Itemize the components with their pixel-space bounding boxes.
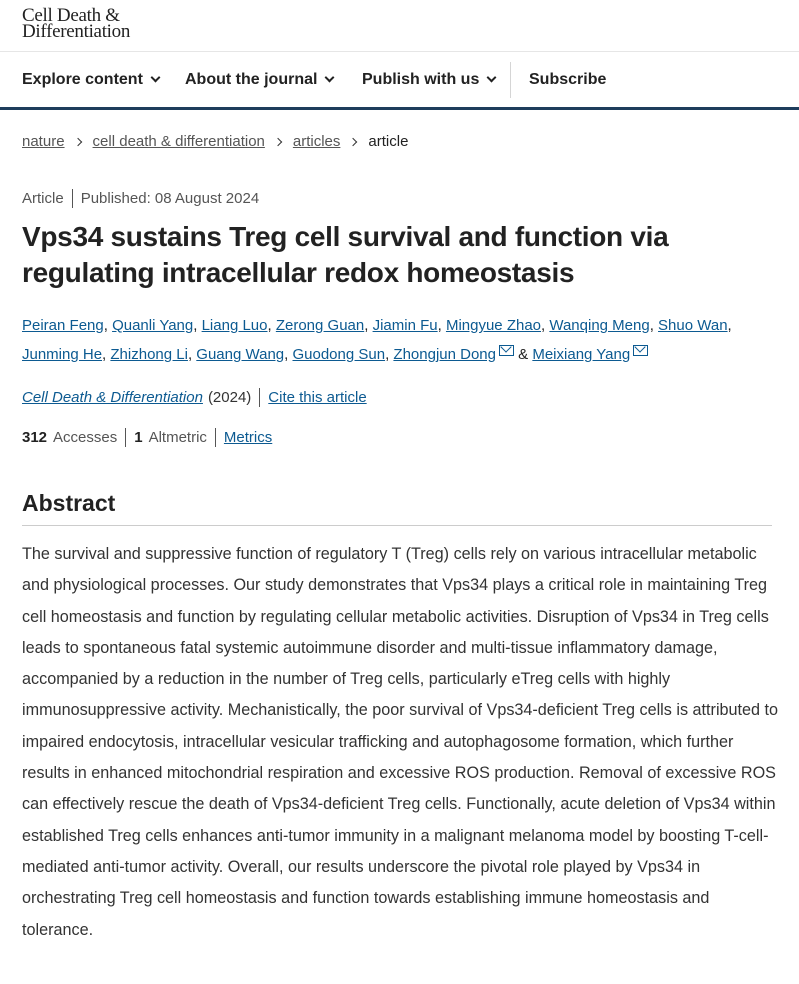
breadcrumb-articles[interactable]: articles	[292, 133, 341, 150]
cite-article-link[interactable]: Cite this article	[268, 389, 367, 406]
metrics-divider	[125, 428, 126, 447]
abstract-heading: Abstract	[22, 490, 116, 516]
meta-divider	[72, 189, 73, 208]
site-header	[0, 0, 799, 52]
altmetric-count: 1	[134, 429, 143, 446]
abstract-text: The survival and suppressive function of regulatory T (Treg) cells rely on various intracellular metabolic and physiological processes. Our study demonstrates that Vps34 plays a critical role in maintaining Treg cell homeostasis and function by regulating cellular metabolic activities. Disruption of Vps34 in Treg cells leads to spontaneous fatal systemic autoimmune disorder and multi-tissue inflammatory damage, accompanied by a reduction in the number of Treg cells, particularly eTreg cells with highly immunosuppressive activity. Mechanistically, the poor survival of Vps34-deficient Treg cells is attributed to impaired endocytosis, intracellular vesicular trafficking and autophagosome formation, which further results in enhanced mitochondrial respiration and excessive ROS production. Removal of excessive ROS can effectively rescue the death of Vps34-deficient Treg cells. Functionally, acute deletion of Vps34 within established Treg cells enhances anti-tumor immunity in a malignant melanoma model by boosting T-cell-mediated anti-tumor activity. Overall, our results underscore the pivotal role played by Vps34 in orchestrating Treg cell homeostasis and function towards establishing immune homeostasis and tolerance.	[22, 545, 779, 939]
chevron-right-icon	[73, 137, 81, 145]
logo-line-2: Differentiation	[22, 21, 131, 42]
nav-publish-label: Publish with us	[362, 70, 480, 88]
logo-line-1: Cell Death &	[22, 5, 120, 26]
breadcrumb-nature[interactable]: nature	[22, 133, 65, 150]
author-link[interactable]: Guang Wang	[196, 346, 285, 363]
chevron-down-icon	[150, 73, 160, 83]
citation-year: (2024)	[207, 389, 252, 406]
breadcrumb-journal[interactable]: cell death & differentiation	[92, 133, 265, 150]
nav-explore-content[interactable]	[22, 52, 159, 107]
nav-about-journal[interactable]	[185, 52, 333, 107]
author-link[interactable]: Wanqing Meng	[549, 317, 650, 334]
authors-and: &	[518, 346, 529, 363]
published-date: Published: 08 August 2024	[80, 190, 260, 207]
author-link[interactable]: Shuo Wan	[658, 317, 728, 334]
main-nav	[0, 52, 799, 110]
accesses-count: 312	[22, 429, 48, 446]
article-type: Article	[22, 190, 64, 207]
citation-divider	[259, 388, 260, 407]
journal-logo[interactable]	[22, 5, 131, 42]
author-link[interactable]: Zerong Guan	[275, 317, 365, 334]
nav-subscribe[interactable]	[529, 52, 606, 107]
envelope-icon[interactable]	[633, 345, 648, 356]
article-meta	[22, 189, 259, 208]
nav-explore-label: Explore content	[22, 70, 143, 88]
nav-divider	[510, 62, 511, 98]
author-link[interactable]: Jiamin Fu	[372, 317, 438, 334]
author-link[interactable]: Liang Luo	[201, 317, 268, 334]
journal-link[interactable]: Cell Death & Differentiation	[22, 389, 203, 406]
author-link[interactable]: Zhongjun Dong	[393, 346, 496, 363]
article-title: Vps34 sustains Treg cell survival and function via regulating intracellular redox homeostasis	[22, 221, 669, 288]
citation-line	[22, 388, 367, 407]
chevron-down-icon	[487, 73, 497, 83]
nav-publish[interactable]	[362, 52, 495, 107]
metrics-link[interactable]: Metrics	[223, 429, 273, 446]
nav-subscribe-label: Subscribe	[529, 70, 607, 88]
author-link[interactable]: Peiran Feng	[22, 317, 104, 334]
author-link[interactable]: Meixiang Yang	[532, 346, 631, 363]
altmetric-label: Altmetric	[148, 429, 207, 446]
article-metrics	[22, 428, 272, 447]
author-link[interactable]: Zhizhong Li	[110, 346, 188, 363]
breadcrumb-current: article	[368, 133, 409, 150]
breadcrumb	[22, 133, 408, 150]
author-link[interactable]: Guodong Sun	[292, 346, 386, 363]
author-link[interactable]: Junming He	[22, 346, 103, 363]
chevron-down-icon	[325, 73, 335, 83]
metrics-divider	[215, 428, 216, 447]
abstract-divider	[22, 525, 772, 526]
accesses-label: Accesses	[53, 429, 118, 446]
nav-about-label: About the journal	[185, 70, 318, 88]
author-link[interactable]: Mingyue Zhao	[445, 317, 542, 334]
chevron-right-icon	[274, 137, 282, 145]
author-list: Peiran Feng, Quanli Yang, Liang Luo, Zerong Guan, Jiamin Fu, Mingyue Zhao, Wanqing Meng, Shuo Wan, Junming He, Zhizhong Li, Guang Wang, Guodong Sun, Zhongjun Dong & Meixiang Yang	[22, 317, 732, 363]
envelope-icon[interactable]	[499, 345, 514, 356]
chevron-right-icon	[349, 137, 357, 145]
author-link[interactable]: Quanli Yang	[112, 317, 194, 334]
